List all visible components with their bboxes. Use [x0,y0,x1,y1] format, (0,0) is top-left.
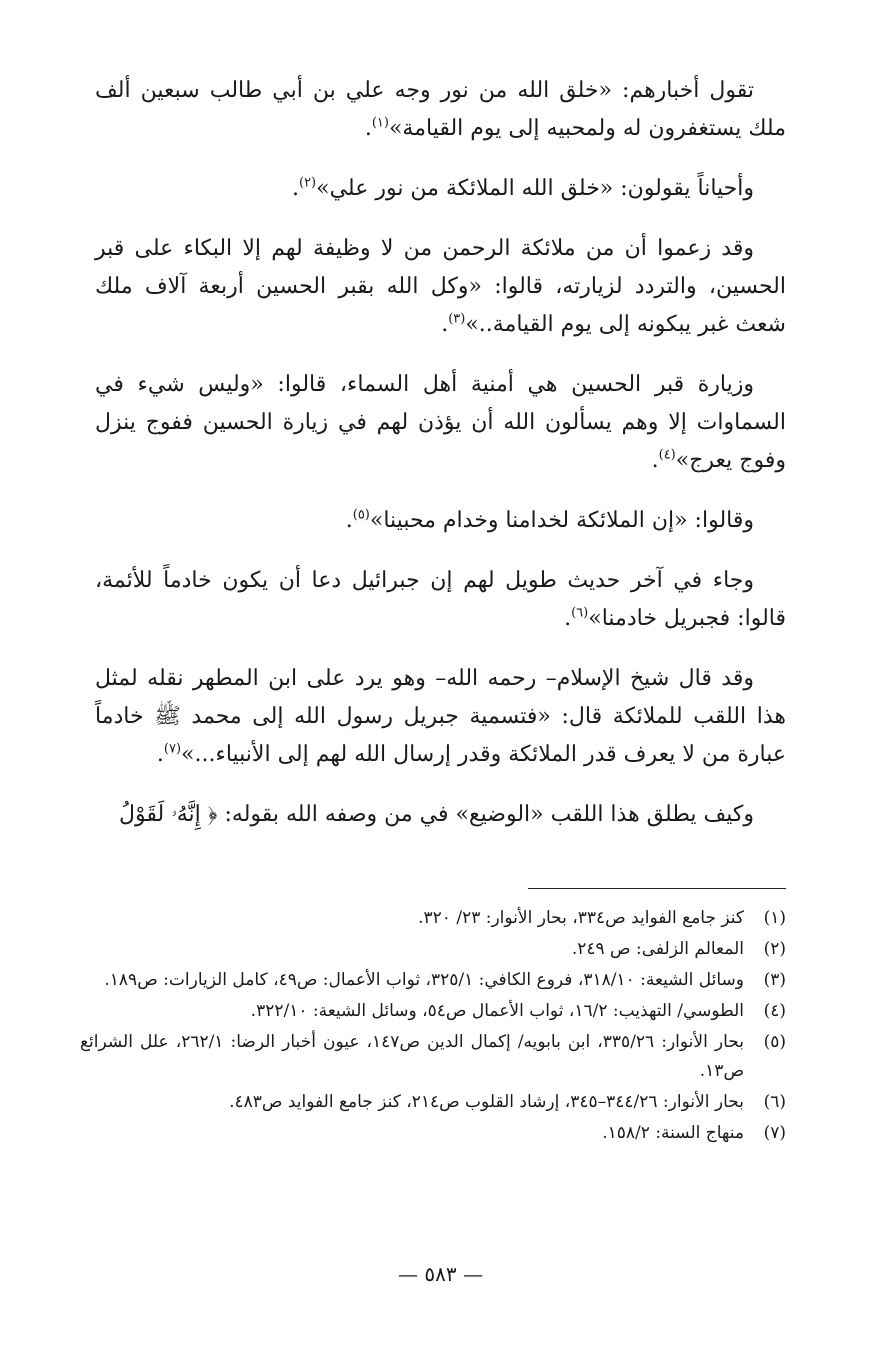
footnote [80,997,786,1026]
paragraph: وجاء في آخر حديث طويل لهم إن جبرائيل دعا أن يكون خادماً للأئمة، قالوا: فجبريل خادمنا»$^{(٦)}$. [95,568,786,631]
footnote-text: بحار الأنوار: ٣٣٥/٢٦، ابن بابويه/ إكمال الدين ص١٤٧، عيون أخبار الرضا: ٢٦٢/١، علل الشرائع ص١٣. [80,1032,744,1081]
footnote-number: (٦) [763,1092,786,1112]
footnote-number: (٤) [763,1001,786,1021]
footnote [80,1119,786,1148]
paragraph: وأحياناً يقولون: «خلق الله الملائكة من نور علي»$^{(٢)}$. [291,175,754,201]
footnote-number: (٥) [763,1032,786,1052]
page-number: — ٥٨٣ — [398,1262,483,1286]
footnote-text: كنز جامع الفوايد ص٣٣٤، بحار الأنوار: ٢٣/ ٣٢٠. [418,908,744,928]
main-text [95,72,786,834]
paragraph: وكيف يطلق هذا اللقب «الوضيع» في من وصفه الله بقوله: ﴿ إِنَّهُۥ لَقَوْلُ [119,802,754,827]
footnote-number: (١) [763,908,786,928]
footnote-text: منهاج السنة: ١٥٨/٢. [602,1123,744,1143]
footnote [80,904,786,933]
footnote [80,1088,786,1117]
footnotes [80,904,786,1150]
footnote [80,966,786,995]
footnote-ref: (١) [371,115,389,131]
footnote-ref: (٢) [298,175,317,191]
paragraph: وقالوا: «إن الملائكة لخدامنا وخدام محبينا»$^{(٥)}$. [345,507,754,533]
paragraph: وقد زعموا أن من ملائكة الرحمن من لا وظيفة لهم إلا البكاء على قبر الحسين، والتردد لزيارته، قالوا: «وكل الله بقبر الحسين أربعة آلاف ملك شعث غبر يبكونه إلى يوم القيامة..»$^{(٣)}$. [95,236,786,337]
footnote-ref: (٣) [448,311,466,327]
footnote [80,1028,786,1086]
footnote-number: (٣) [763,970,786,990]
footnote-text: وسائل الشيعة: ٣١٨/١٠، فروع الكافي: ٣٢٥/١، ثواب الأعمال: ص٤٩، كامل الزيارات: ص١٨٩. [104,970,744,990]
footnote-text: الطوسي/ التهذيب: ١٦/٢، ثواب الأعمال ص٥٤، وسائل الشيعة: ٣٢٢/١٠. [250,1001,744,1021]
paragraph: وقد قال شيخ الإسلام– رحمه الله– وهو يرد على ابن المطهر نقله لمثل هذا اللقب للملائكة قال: «فتسمية جبريل رسول الله إلى محمد ﷺ خادماً عبارة من لا يعرف قدر الملائكة وقدر إرسال الله لهم إلى الأنبياء...»$^{(٧)}$. [95,666,786,767]
footnote-divider [528,888,786,889]
footnote-number: (٢) [763,939,786,959]
paragraph: وزيارة قبر الحسين هي أمنية أهل السماء، قالوا: «وليس شيء في السماوات إلا وهم يسألون الله أن يؤذن لهم في زيارة الحسين ففوج ينزل وفوج يعرج»$^{(٤)}$. [95,372,786,473]
paragraph: تقول أخبارهم: «خلق الله من نور وجه علي بن أبي طالب سبعين ألف ملك يستغفرون له ولمحبيه إلى يوم القيامة»$^{(١)}$. [95,78,786,141]
footnote-text: المعالم الزلفى: ص ٢٤٩. [571,939,744,959]
footnote-ref: (٤) [658,447,676,463]
footnote-ref: (٧) [163,741,182,757]
footnote-number: (٧) [763,1123,786,1143]
footnote-ref: (٥) [352,507,370,523]
footnote [80,935,786,964]
footnote-ref: (٦) [571,605,589,621]
footnote-text: بحار الأنوار: ٣٤٤/٢٦–٣٤٥، إرشاد القلوب ص٢١٤، كنز جامع الفوايد ص٤٨٣. [229,1092,744,1112]
